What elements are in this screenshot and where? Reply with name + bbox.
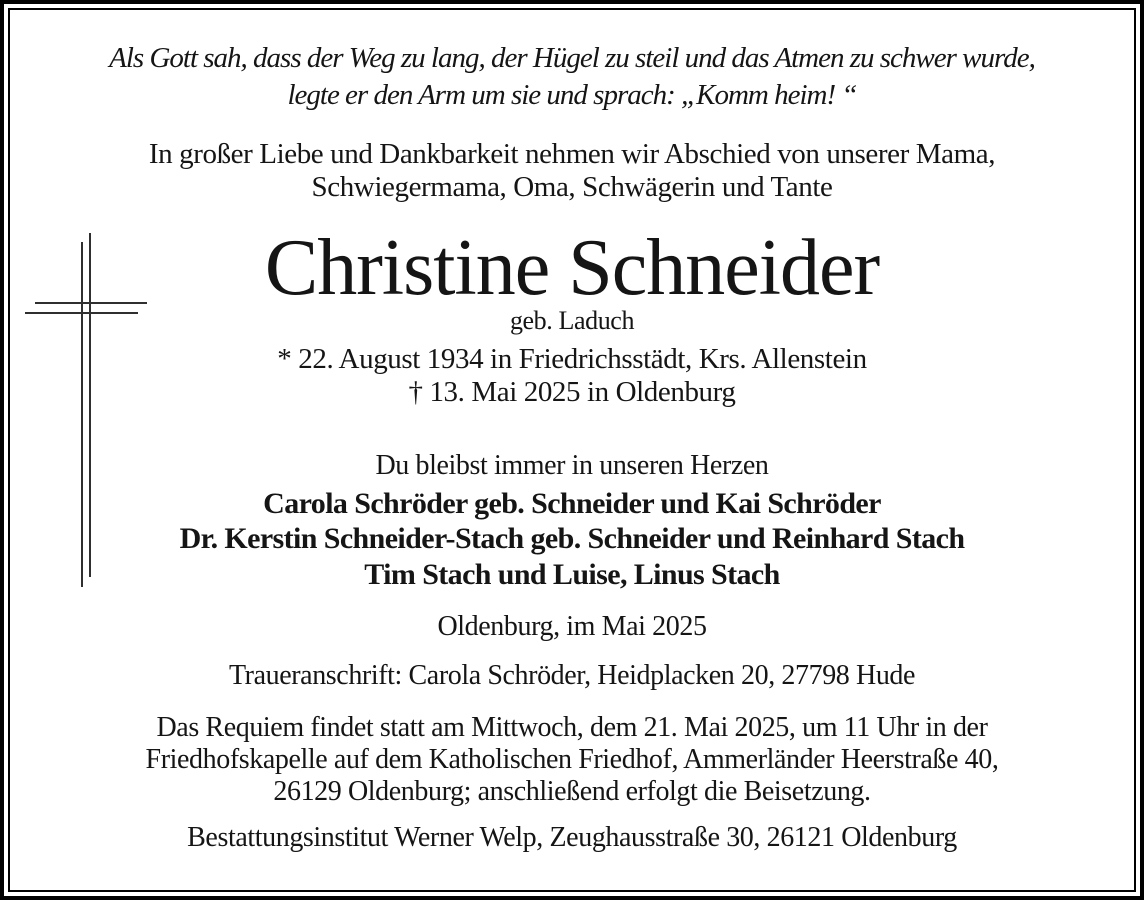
- condolence-address-line: Traueranschrift: Carola Schröder, Heidplacken 20, 27798 Hude: [228, 660, 916, 691]
- remembrance-line: Du bleibst immer in unseren Herzen: [375, 450, 769, 481]
- mourners-line-3: Tim Stach und Luise, Linus Stach: [364, 558, 780, 591]
- intro-line-1: In großer Liebe und Dankbarkeit nehmen wir Abschied von unserer Mama,: [148, 138, 996, 170]
- service-info-line-2: Friedhofskapelle auf dem Katholischen Friedhof, Ammerländer Heerstraße 40,: [145, 744, 999, 775]
- birth-date-line: * 22. August 1934 in Friedrichsstädt, Krs. Allenstein: [277, 343, 867, 375]
- intro-line-2: Schwiegermama, Oma, Schwägerin und Tante: [311, 171, 833, 203]
- funeral-home-line: Bestattungsinstitut Werner Welp, Zeughausstraße 30, 26121 Oldenburg: [187, 822, 957, 853]
- maiden-name: geb. Laduch: [509, 306, 635, 335]
- epigraph-line-1: Als Gott sah, dass der Weg zu lang, der Hügel zu steil und das Atmen zu schwer wurde,: [109, 42, 1035, 74]
- deceased-name: Christine Schneider: [264, 224, 880, 312]
- mourners-line-2: Dr. Kerstin Schneider-Stach geb. Schneider und Reinhard Stach: [179, 522, 965, 555]
- death-date-line: † 13. Mai 2025 in Oldenburg: [408, 376, 736, 408]
- service-info-line-1: Das Requiem findet statt am Mittwoch, dem 21. Mai 2025, um 11 Uhr in der: [156, 712, 988, 743]
- service-info-line-3: 26129 Oldenburg; anschließend erfolgt die Beisetzung.: [273, 776, 871, 807]
- place-and-date-line: Oldenburg, im Mai 2025: [437, 611, 707, 642]
- epigraph-line-2: legte er den Arm um sie und sprach: „Komm heim! “: [287, 79, 857, 111]
- mourners-line-1: Carola Schröder geb. Schneider und Kai Schröder: [263, 487, 881, 520]
